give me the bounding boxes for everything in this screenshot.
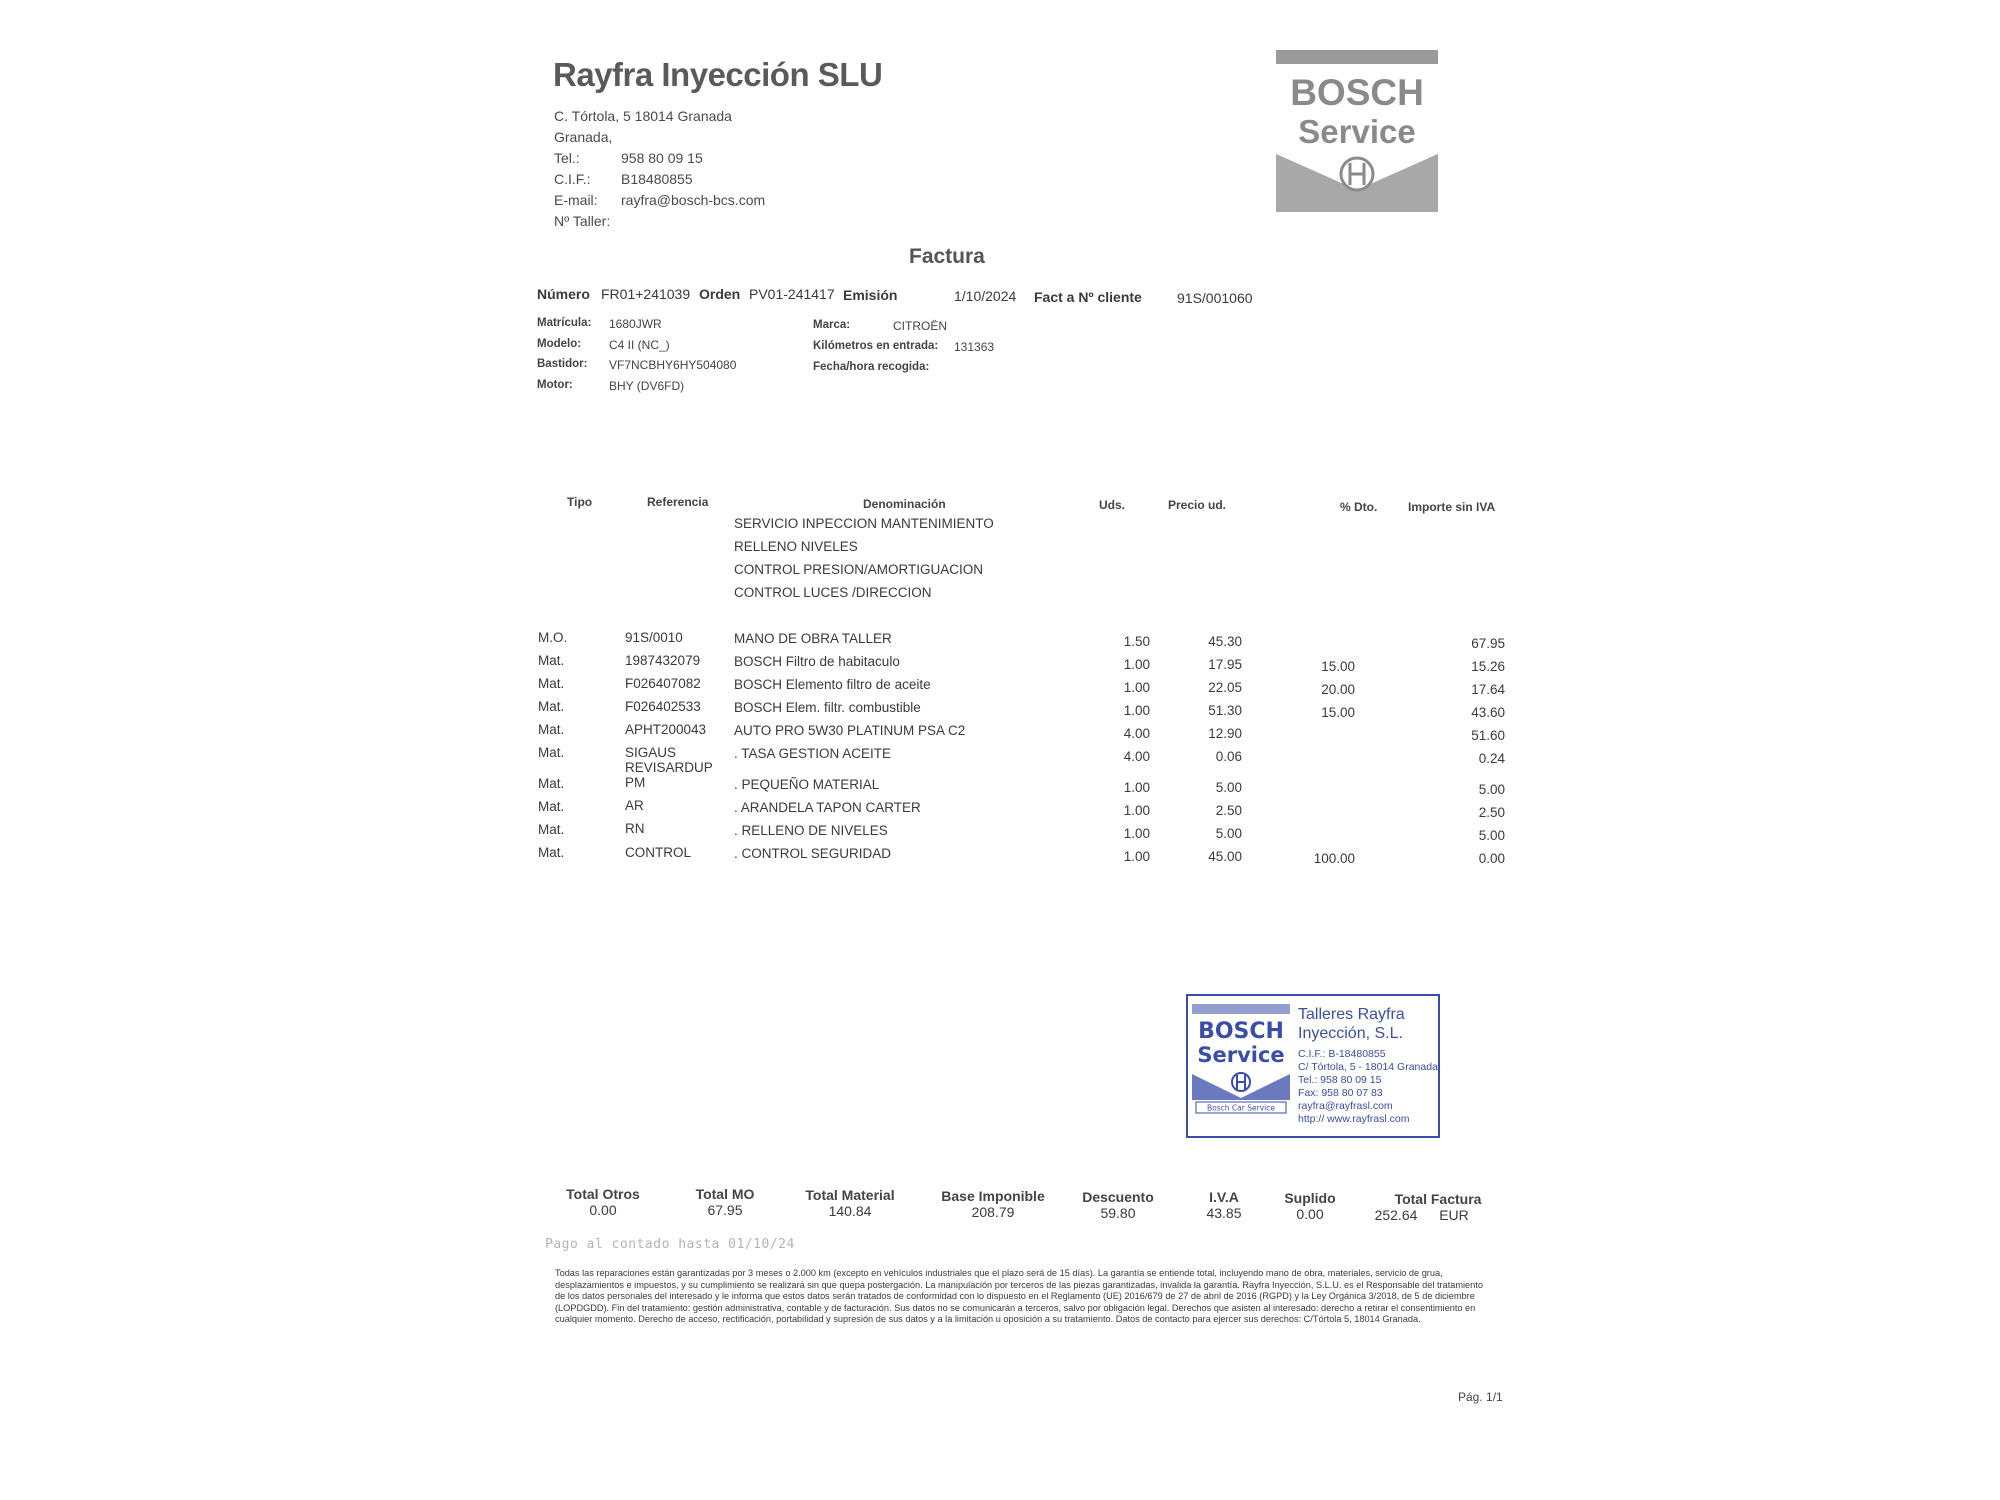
stamp-service-text: Service: [1197, 1043, 1285, 1067]
marca-label: Marca:: [813, 319, 851, 331]
stamp-line: Tel.: 958 80 09 15: [1298, 1074, 1382, 1086]
descuento-value: 59.80: [1100, 1205, 1136, 1221]
row-importe: 15.26: [1471, 659, 1505, 674]
row-tipo: M.O.: [538, 630, 568, 645]
stamp-line: http:// www.rayfrasl.com: [1298, 1113, 1410, 1125]
header-uds: Uds.: [1099, 498, 1126, 512]
row-desc: MANO DE OBRA TALLER: [734, 631, 892, 646]
tel-label: Tel.:: [554, 150, 580, 166]
row-tipo: Mat.: [538, 676, 565, 691]
modelo-label: Modelo:: [537, 338, 582, 350]
base-imponible-value: 208.79: [971, 1204, 1015, 1220]
row-uds: 1.00: [1123, 680, 1150, 695]
total-factura-value: 252.64: [1374, 1207, 1418, 1223]
row-tipo: Mat.: [538, 822, 565, 837]
descuento-label: Descuento: [1082, 1189, 1154, 1205]
header-tipo: Tipo: [567, 495, 593, 509]
row-precio: 22.05: [1208, 680, 1242, 695]
stamp-line: C.I.F.: B-18480855: [1298, 1048, 1386, 1060]
row-importe: 5.00: [1478, 828, 1505, 843]
intro-line: RELLENO NIVELES: [734, 539, 858, 554]
numero-value: FR01+241039: [601, 286, 691, 302]
row-precio: 45.00: [1208, 849, 1242, 864]
tel-value: 958 80 09 15: [621, 150, 703, 166]
row-precio: 45.30: [1208, 634, 1242, 649]
header-importe: Importe sin IVA: [1408, 500, 1496, 514]
orden-label: Orden: [699, 286, 741, 302]
stamp-armature-icon: [1232, 1073, 1250, 1091]
total-mo-value: 67.95: [707, 1202, 743, 1218]
row-importe: 51.60: [1471, 728, 1505, 743]
total-material-label: Total Material: [805, 1187, 895, 1203]
logo-service-text: Service: [1298, 113, 1416, 150]
row-tipo: Mat.: [538, 799, 565, 814]
intro-line: CONTROL LUCES /DIRECCION: [734, 585, 932, 600]
fecha-recogida-label: Fecha/hora recogida:: [813, 361, 930, 373]
row-ref: RN: [625, 821, 645, 836]
row-desc: . ARANDELA TAPON CARTER: [734, 800, 921, 815]
row-precio: 2.50: [1215, 803, 1242, 818]
row-ref: PM: [625, 775, 646, 790]
total-factura-currency: EUR: [1439, 1207, 1469, 1223]
header-precio: Precio ud.: [1168, 498, 1227, 512]
row-precio: 0.06: [1215, 749, 1242, 764]
marca-value: CITROËN: [893, 319, 947, 333]
total-factura-label: Total Factura: [1394, 1191, 1482, 1207]
row-uds: 1.00: [1123, 803, 1150, 818]
row-uds: 1.00: [1123, 849, 1150, 864]
row-ref: AR: [625, 798, 644, 813]
stamp-logo: [1190, 1000, 1294, 1116]
row-ref: 1987432079: [625, 653, 701, 668]
cliente-label: Fact a Nº cliente: [1034, 289, 1142, 305]
emision-label: Emisión: [843, 287, 898, 303]
row-desc: AUTO PRO 5W30 PLATINUM PSA C2: [734, 723, 966, 738]
row-importe: 0.00: [1478, 851, 1505, 866]
company-stamp: [1186, 994, 1440, 1138]
company-address-line1: C. Tórtola, 5 18014 Granada: [554, 108, 732, 124]
row-tipo: Mat.: [538, 653, 565, 668]
row-desc: BOSCH Elem. filtr. combustible: [734, 700, 921, 715]
numero-label: Número: [537, 286, 590, 302]
stamp-bosch-text: BOSCH: [1198, 1019, 1284, 1044]
row-uds: 1.50: [1123, 634, 1150, 649]
row-dto: 15.00: [1321, 705, 1355, 720]
row-tipo: Mat.: [538, 722, 565, 737]
logo-bosch-text: BOSCH: [1290, 72, 1424, 113]
legal-terms: Todas las reparaciones están garantizadas por 3 meses o 2.000 km (excepto en vehículos industriales que el plazo será de 15 días). La garantía se entiende total, incluyendo mano de obra, materiales, servicio de grua, desplazamientos e impuestos, y su cumplimiento se realizará sin que quepa postergación. La manipulación por terceros de las piezas garantizadas, invalida la garantía. Rayfra Inyección, S.L.U. es el Responsable del tratamiento de los datos personales del interesado y le informa que estos datos serán tratados de conformidad con lo dispuesto en el Reglamento (UE) 2016/679 de 27 de abril de 2016 (RGPD) y la Ley Orgánica 3/2018, de 5 de diciembre (LOPDGDD). Fin del tratamiento: gestión administrativa, contable y de facturación. Sus datos no se comunicarán a terceros, salvo por obligación legal. Derechos que asisten al interesado: derecho a retirar el consentimiento en cualquier momento. Derecho de acceso, rectificación, portabilidad y supresión de sus datos y a la limitación u oposición a su tratamiento. Datos de contacto para ejercer sus derechos: C/Tórtola 5, 18014 Granada.: [555, 1268, 1483, 1325]
stamp-footer-text: Bosch Car Service: [1207, 1103, 1275, 1113]
modelo-value: C4 II (NC_): [609, 338, 670, 352]
bosch-armature-icon: [1341, 158, 1373, 190]
handwritten-payment-note: Pago al contado hasta 01/10/24: [545, 1237, 795, 1252]
row-tipo: Mat.: [538, 745, 565, 760]
km-label: Kilómetros en entrada:: [813, 340, 939, 352]
row-ref: F026407082: [625, 676, 701, 691]
row-desc: . PEQUEÑO MATERIAL: [734, 777, 880, 792]
row-precio: 17.95: [1208, 657, 1242, 672]
row-desc: BOSCH Elemento filtro de aceite: [734, 677, 931, 692]
matricula-label: Matrícula:: [537, 317, 592, 329]
taller-label: Nº Taller:: [554, 213, 611, 229]
row-uds: 1.00: [1123, 826, 1150, 841]
row-importe: 67.95: [1471, 636, 1505, 651]
bastidor-value: VF7NCBHY6HY504080: [609, 358, 737, 372]
email-label: E-mail:: [554, 192, 598, 208]
motor-value: BHY (DV6FD): [609, 379, 685, 393]
orden-value: PV01-241417: [749, 286, 835, 302]
matricula-value: 1680JWR: [609, 317, 662, 331]
cif-label: C.I.F.:: [554, 171, 591, 187]
base-imponible-label: Base Imponible: [941, 1188, 1045, 1204]
row-ref: 91S/0010: [625, 630, 683, 645]
row-precio: 5.00: [1215, 780, 1242, 795]
row-precio: 51.30: [1208, 703, 1242, 718]
row-tipo: Mat.: [538, 699, 565, 714]
row-tipo: Mat.: [538, 776, 565, 791]
row-desc: . RELLENO DE NIVELES: [734, 823, 888, 838]
row-importe: 2.50: [1478, 805, 1505, 820]
stamp-line: Inyección, S.L.: [1298, 1025, 1403, 1042]
row-dto: 20.00: [1321, 682, 1355, 697]
emision-value: 1/10/2024: [954, 288, 1017, 304]
row-importe: 17.64: [1471, 682, 1505, 697]
intro-line: SERVICIO INPECCION MANTENIMIENTO: [734, 516, 994, 531]
row-uds: 4.00: [1123, 726, 1150, 741]
cliente-value: 91S/001060: [1177, 290, 1253, 306]
page-number: Pág. 1/1: [1458, 1390, 1503, 1404]
company-name: Rayfra Inyección SLU: [553, 56, 883, 93]
bosch-service-logo: [1276, 50, 1438, 212]
row-importe: 43.60: [1471, 705, 1505, 720]
suplido-label: Suplido: [1284, 1190, 1336, 1206]
total-material-value: 140.84: [828, 1203, 872, 1219]
row-ref: APHT200043: [625, 722, 707, 737]
bastidor-label: Bastidor:: [537, 358, 588, 370]
row-uds: 1.00: [1123, 703, 1150, 718]
total-otros-label: Total Otros: [566, 1186, 640, 1202]
header-dto: % Dto.: [1340, 500, 1378, 514]
row-precio: 12.90: [1208, 726, 1242, 741]
row-dto: 15.00: [1321, 659, 1355, 674]
header-referencia: Referencia: [647, 495, 709, 509]
row-uds: 4.00: [1123, 749, 1150, 764]
document-title: Factura: [909, 245, 985, 268]
row-uds: 1.00: [1123, 657, 1150, 672]
total-otros-value: 0.00: [589, 1202, 617, 1218]
stamp-line: rayfra@rayfrasl.com: [1298, 1100, 1393, 1112]
stamp-line: Fax: 958 80 07 83: [1298, 1087, 1383, 1099]
row-tipo: Mat.: [538, 845, 565, 860]
row-ref-continued: REVISARDUP: [625, 760, 713, 775]
suplido-value: 0.00: [1296, 1206, 1324, 1222]
company-address-line2: Granada,: [554, 129, 613, 145]
iva-value: 43.85: [1206, 1205, 1242, 1221]
row-desc: . TASA GESTION ACEITE: [734, 746, 892, 761]
row-importe: 0.24: [1478, 751, 1505, 766]
row-ref: CONTROL: [625, 845, 692, 860]
row-dto: 100.00: [1313, 851, 1355, 866]
header-denominacion: Denominación: [863, 497, 946, 511]
row-uds: 1.00: [1123, 780, 1150, 795]
row-precio: 5.00: [1215, 826, 1242, 841]
row-desc: . CONTROL SEGURIDAD: [734, 846, 892, 861]
row-desc: BOSCH Filtro de habitaculo: [734, 654, 900, 669]
intro-line: CONTROL PRESION/AMORTIGUACION: [734, 562, 984, 577]
cif-value: B18480855: [621, 171, 693, 187]
stamp-line: Talleres Rayfra: [1298, 1006, 1405, 1023]
row-importe: 5.00: [1478, 782, 1505, 797]
email-value: rayfra@bosch-bcs.com: [621, 192, 766, 208]
total-mo-label: Total MO: [695, 1186, 755, 1202]
iva-label: I.V.A: [1209, 1189, 1239, 1205]
km-value: 131363: [954, 340, 995, 354]
row-ref: F026402533: [625, 699, 701, 714]
stamp-line: C/ Tórtola, 5 - 18014 Granada: [1298, 1061, 1438, 1073]
motor-label: Motor:: [537, 379, 573, 391]
row-ref: SIGAUS: [625, 745, 677, 760]
